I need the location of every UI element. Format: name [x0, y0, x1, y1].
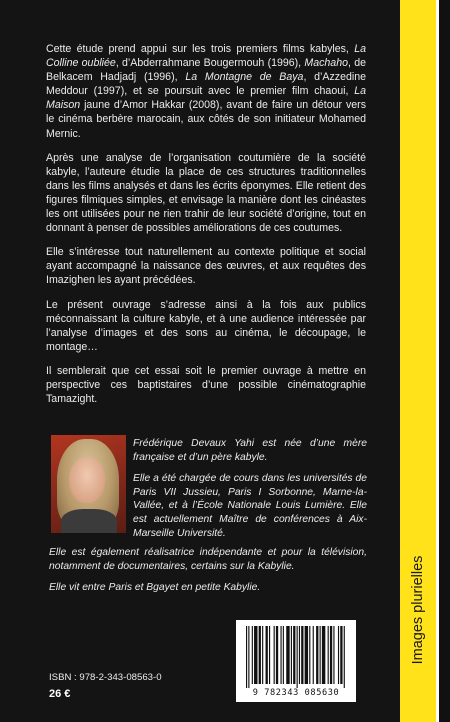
series-name: Images plurielles	[410, 555, 426, 665]
barcode-bar	[344, 626, 345, 688]
barcode-bar	[280, 626, 281, 684]
author-bio-continued	[49, 546, 367, 603]
barcode-bar	[252, 626, 253, 684]
barcode-bar	[266, 626, 268, 684]
barcode-bars	[245, 626, 347, 688]
barcode-bar	[328, 626, 329, 684]
summary-paragraph-5: Il semblerait que cet essai soit le premier ouvrage à mettre en perspective ces baptistaires d’une possible cinématographie Tamazight.	[46, 364, 366, 406]
summary-paragraph-2: Après une analyse de l’organisation coutumière de la société kabyle, l’auteure étudie la place de ces structures traditionnelles dans les films analysés et dans les écrits éponymes. Elle retient des figures filmiques simples, et envisage la manière dont les cinéastes les ont utilisées pour ne rien trahir de leur société d’origine, tout en donnant à penser de possibles améliorations de ces coutumes.	[46, 151, 366, 235]
barcode-bar	[246, 626, 247, 688]
barcode-bar	[297, 626, 298, 688]
author-photo	[51, 435, 126, 533]
author-bio-paragraph-3: Elle est également réalisatrice indépendante et pour la télévision, notamment de documentaires, certains sur la Kabylie.	[49, 547, 367, 572]
barcode-bar	[299, 626, 300, 684]
barcode-bar	[248, 626, 249, 688]
barcode-bar	[338, 626, 339, 684]
summary-paragraph-4: Le présent ouvrage s’adresse ainsi à la fois aux publics méconnaissant la culture kabyle, et à une audience intéressée par l’analyse d’images et des sons au cinéma, le découpage, le montage…	[46, 298, 366, 353]
barcode-bar	[316, 626, 318, 684]
author-bio-paragraph-1: Frédérique Devaux Yahi est née d’une mère française et d’un père kabyle.	[133, 438, 367, 463]
barcode-bar	[269, 626, 270, 684]
barcode-bar	[305, 626, 308, 684]
author-bio-paragraph-4: Elle vit entre Paris et Bgayet en petite Kabylie.	[49, 582, 261, 594]
barcode-bar	[259, 626, 261, 684]
barcode-bar	[313, 626, 314, 684]
isbn: ISBN : 978-2-343-08563-0	[49, 672, 162, 683]
barcode-bar	[291, 626, 292, 684]
author-bio	[133, 437, 367, 548]
summary-text	[46, 42, 366, 416]
author-bio-paragraph-2: Elle a été chargée de cours dans les universités de Paris VII Jussieu, Paris I Sorbonne, Marne-la-Vallée, et à l’École Nationale Louis Lumière. Elle est actuellement Maître de conférences à Aix-Marseille Université.	[133, 473, 367, 539]
barcode	[236, 620, 356, 702]
barcode-bar	[293, 626, 295, 684]
barcode-bar	[262, 626, 263, 684]
summary-paragraph-1: Cette étude prend appui sur les trois premiers films kabyles, La Colline oubliée, d’Abderrahmane Bougermouh (1996), Machaho, de Belkacem Hadjadj (1996), La Montagne de Baya, d’Azzedine Meddour (1997), et se poursuit avec le premier film chaoui, La Maison jaune d’Amor Hakkar (2008), avant de faire un détour vers le cinéma berbère marocain, aux côtés de son initiateur Mohamed Mernic.	[46, 43, 366, 140]
barcode-bar	[286, 626, 289, 684]
film-title: La Colline oubliée	[46, 43, 366, 70]
barcode-bar	[254, 626, 257, 684]
barcode-bar	[301, 626, 303, 684]
film-title: La Maison	[46, 85, 366, 112]
film-title: La Montagne de Baya	[185, 71, 304, 84]
film-title: Machaho	[304, 57, 348, 70]
barcode-bar	[320, 626, 321, 684]
barcode-bar	[340, 626, 342, 684]
barcode-bar	[309, 626, 310, 684]
spine-edge	[439, 0, 450, 722]
barcode-bar	[322, 626, 325, 684]
barcode-bar	[274, 626, 275, 684]
barcode-bar	[333, 626, 334, 684]
price: 26 €	[49, 688, 71, 700]
barcode-bar	[283, 626, 284, 684]
barcode-bar	[276, 626, 278, 684]
summary-paragraph-3: Elle s’intéresse tout naturellement au contexte politique et social ayant accompagné la naissance des œuvres, et aux requêtes des Imazighen les ayant précédées.	[46, 246, 366, 287]
barcode-digits: 9 782343 085630	[252, 688, 340, 698]
barcode-bar	[330, 626, 332, 684]
